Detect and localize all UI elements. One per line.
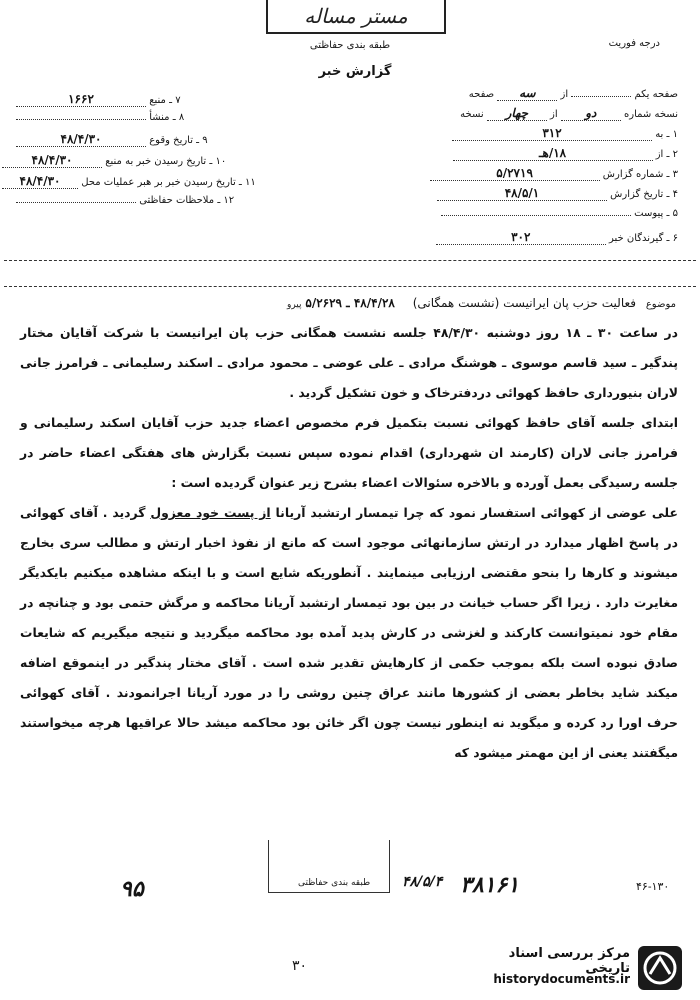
field-label: صفحه یکم [634,89,678,100]
left-field-security-notes [16,195,234,206]
field-value: دو [585,106,597,120]
subject-text: فعالیت حزب پان ایرانیست (نشست همگانی) [412,296,637,310]
page-number: ۳۰ [292,958,308,974]
field-label: نسخه شماره [624,109,678,120]
field-value: چهار [505,106,529,120]
left-field-event-date [16,132,208,147]
right-field-attachment [441,208,678,219]
underlined-text: از پست خود معزول [150,505,271,520]
watermark-title: مرکز بررسی اسناد تاریخی [508,946,630,976]
field-value-line [436,230,606,245]
field-value-line [16,202,136,203]
field-value: ۵/۲۷۱۹ [496,166,533,180]
field-value-line [561,106,621,121]
left-field-origin [16,112,184,123]
field-value-line [437,186,607,201]
watermark-url: historydocuments.ir [493,972,630,986]
field-label: ۱۱ ـ تاریخ رسیدن خبر بر هبر عملیات محل [81,177,256,188]
header-divider [4,260,696,261]
left-field-received-source [2,153,226,168]
left-field-source [16,92,181,107]
subject-label: موضوع [645,299,676,310]
subject-reference: ۴۸/۴/۲۸ ـ ۵/۲۶۲۹ [305,296,395,310]
field-mid: از [560,89,569,100]
field-label: ۳ ـ شماره گزارش [602,169,678,180]
right-field-report-number [430,166,678,181]
field-value-line [16,92,146,107]
header-divider [4,286,696,287]
right-field-copy [460,106,678,121]
classification-label: طبقه بندی حفاظتی [309,40,391,51]
field-value-line [2,174,78,189]
right-field-report-date [437,186,678,201]
field-value-line [430,166,600,181]
field-label: ۱ ـ به [655,129,678,140]
field-value: ۳۱۲ [542,126,562,140]
field-suffix: صفحه [468,89,495,100]
handwritten-date: ۴۸/۵/۴ [402,874,443,890]
field-label: ۹ ـ تاریخ وقوع [149,135,208,146]
field-label: ۱۲ ـ ملاحظات حفاظتی [139,195,235,206]
left-field-received-ops [2,174,256,189]
report-title: گزارش خبر [318,64,392,79]
handwritten-file-number: ۳۸۱۶۱ [460,872,520,898]
reference-label: پیرو [287,300,302,310]
field-value: ۳۰۲ [511,230,531,244]
field-value-line [16,132,146,147]
body-text-run: گردید . آقای کهوائی در پاسخ اظهار میدارد در ارتش سازمانهائی موجود است که مانع از نفوذ اخبار ارتش و مطالب سری بخارج میشوند و کارها را بنحو مقتضی ارزیابی مینمایند . آنطوریکه شایع است و با اینکه مشاهده میکنیم بایکدیگر مغایرت دارد . زیرا اگر حساب خیانت در بین بود تیمسار ارتشبد آریانا محاکمه و مرگش حتمی بود و چنانچه در مقام خود نمیتوانست کارکند و لغزشی در کارش پدید آمده بود محاکمه میگردید و نتیجه میگیریم که شایعات صادق نبوده است بلکه بموجب حکمی از کارهایش تقدیر شده است . آقای مختار پندگیر در اینموقع اضافه میکند شاید بخاطر بعضی از کشورها مانند عراق چنین روشی را در مورد آریانا اجرانمودند . آقای کهوائی حرف اورا رد کرده و میگوید نه اینطور نیست چون اگر خائن بود محاکمه میشد حالا عراقیها هرچه میخواستند میگفتند یعنی از این مهمتر میشود که [20,505,678,760]
body-text-run: علی عوضی از کهوائی استفسار نمود که چرا تیمسار ارتشبد آریانا [275,505,678,520]
field-value-line [571,96,631,97]
field-value: ۱۶۶۲ [68,92,94,106]
field-value-line [441,215,631,216]
field-value-line [452,126,652,141]
body-paragraph: ابتدای جلسه آقای حافظ کهوائی نسبت بتکمیل فرم مخصوص اعضاء جدید حزب آقایان اسکند رسلیمانی و فرامرز جانی لاران (کارمند ان شهرداری) اقدام نموده سپس نسبت بگزارش های هفتگی اعضاء حاضر در جلسه رسیدگی بعمل آورده و بالاخره سئوالات اعضاء بشرح زیر عنوان گردیده است : [20,415,678,490]
right-field-recipients [436,230,678,245]
field-value: ۱۸/هـ [538,146,567,160]
body-paragraph [20,498,678,768]
field-label: ۴ ـ تاریخ گزارش [610,189,678,200]
footer-classification: طبقه بندی حفاظتی [298,878,371,888]
field-value: ۴۸/۴/۳۰ [19,174,61,188]
field-label: ۲ ـ از [655,149,678,160]
body-paragraph: در ساعت ۳۰ ـ ۱۸ روز دوشنبه ۴۸/۴/۳۰ جلسه نشست همگانی حزب پان ایرانیست با شرکت آقایان مختار پندگیر ـ سید قاسم موسوی ـ هوشنگ مرادی ـ علی عوضی ـ محمود مرادی ـ اسکند رسلیمانی ـ فرامرز جانی لاران بنیورداری حافظ کهوائی دردفترخاک و خون تشکیل گردید . [20,325,678,400]
handwritten-number: ۹۵ [120,876,144,902]
right-field-page [469,86,678,101]
report-body [20,318,678,768]
field-value-line [487,106,547,121]
field-label: ۵ ـ پیوست [634,208,678,219]
priority-label: درجه فوریت [608,38,660,49]
field-value: ۴۸/۴/۳۰ [31,153,73,167]
field-label: ۸ ـ منشأ [149,112,185,123]
archive-logo-icon [636,944,684,992]
field-value-line [497,86,557,101]
right-field-from [453,146,678,161]
field-label: ۷ ـ منبع [149,95,181,106]
right-field-to [452,126,678,141]
field-value: ۴۸/۵/۱ [504,186,540,200]
stamp-text: مستر مساله [304,4,408,28]
field-label: ۱۰ ـ تاریخ رسیدن خبر به منبع [105,156,227,167]
header-stamp [266,0,446,34]
field-value-line [2,153,102,168]
field-mid: از [550,109,558,120]
field-label: ۶ ـ گیرندگان خبر [608,233,678,244]
field-value: ۴۸/۴/۳۰ [60,132,102,146]
field-value-line [453,146,653,161]
document-code: ۴۶-۱۳۰ [636,880,670,893]
field-suffix: نسخه [460,109,484,120]
field-value: سه [519,86,536,100]
field-value-line [16,119,146,120]
subject-line [281,296,676,310]
